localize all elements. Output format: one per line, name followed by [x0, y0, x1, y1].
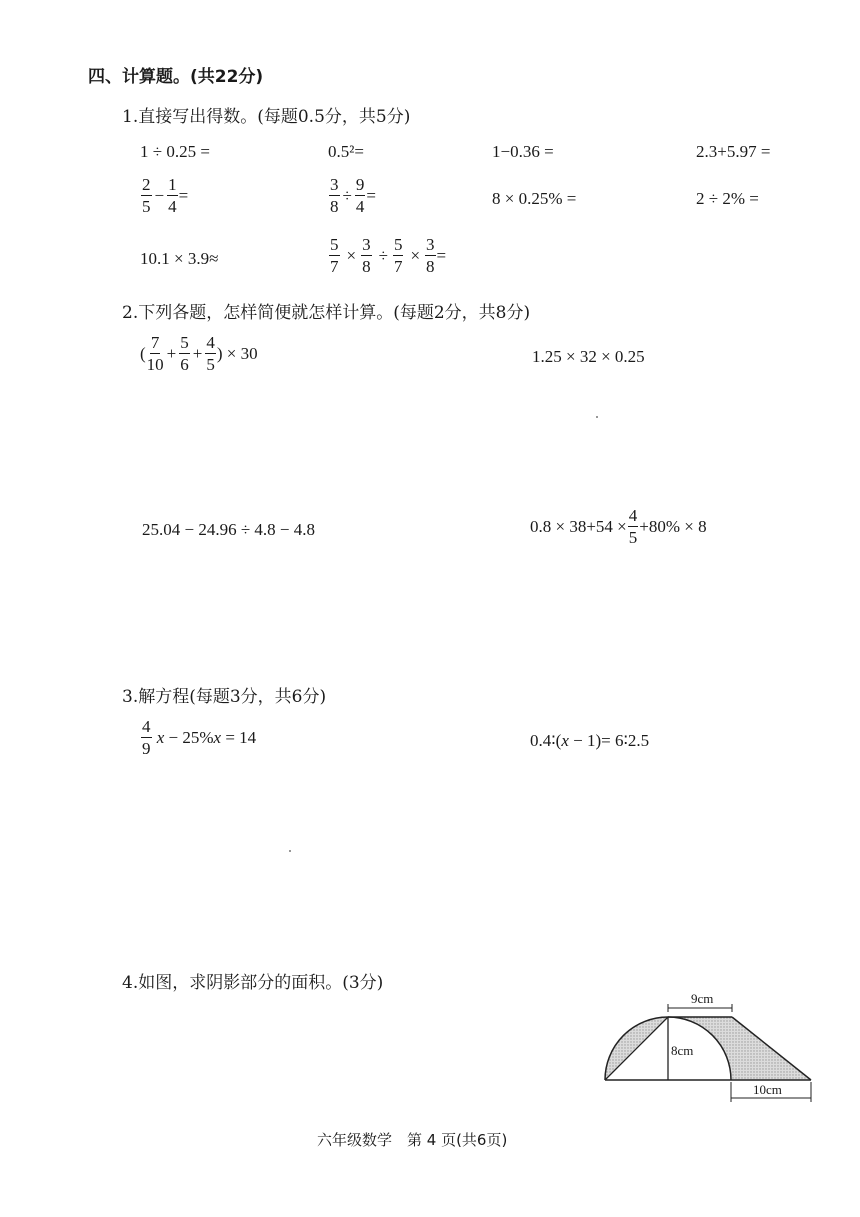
- q3-equation-1: 4 9 x − 25% x = 14: [142, 717, 257, 758]
- q3-equation-2: 0.4∶(x − 1)= 6∶2.5: [530, 731, 650, 750]
- scan-speck: [289, 850, 291, 852]
- fraction: 4 9: [142, 717, 151, 758]
- q4-title: 4.如图，求阴影部分的面积。(3分): [122, 973, 384, 993]
- fraction: $\frac{5}{7}$: [330, 235, 339, 276]
- q2-problem-4: 0.8 × 38+54 × $\frac{4}{5}$ +80% × 8: [530, 506, 707, 547]
- q1-item-10: $\frac{5}{7}$ × $\frac{3}{8}$ ÷ $\frac{5}{7}$ × $\frac{3}{8}$ =: [330, 235, 447, 276]
- fraction: 2 5: [142, 175, 151, 216]
- q1-title: 1.直接写出得数。(每题0.5分，共5分): [122, 107, 411, 127]
- fraction: $\frac{9}{4}$: [355, 175, 365, 216]
- fraction: 7 10: [146, 333, 164, 374]
- q1-item-6: $\frac{3}{8}$ ÷ $\frac{9}{4}$ =: [330, 175, 376, 216]
- q1-item-9: 10.1 × 3.9≈: [140, 249, 219, 268]
- fraction: $\frac{5}{7}$: [393, 235, 403, 276]
- fraction: $\frac{3}{8}$: [330, 175, 339, 216]
- q2-problem-1: ( 7 10 + $\frac{5}{6}$ + $\frac{4}{5}$ ) × 30: [140, 333, 258, 374]
- q1-item-7: 8 × 0.25% =: [492, 189, 577, 208]
- fraction: $\frac{3}{8}$: [362, 235, 371, 276]
- q1-item-2: 0.5²=: [328, 142, 364, 161]
- q2-problem-3: 25.04 − 24.96 ÷ 4.8 − 4.8: [142, 520, 316, 539]
- dim-label-top: 9cm: [691, 991, 714, 1006]
- fraction: $\frac{4}{5}$: [206, 333, 215, 374]
- dim-label-bottom: 10cm: [753, 1082, 782, 1097]
- q3-title: 3.解方程(每题3分，共6分): [122, 687, 327, 707]
- fraction: $\frac{5}{6}$: [180, 333, 189, 374]
- scan-speck: [596, 416, 598, 418]
- q2-problem-2: 1.25 × 32 × 0.25: [532, 347, 645, 366]
- fraction: $\frac{4}{5}$: [628, 506, 638, 547]
- page-footer: 六年级数学 第 4 页(共6页): [317, 1131, 508, 1149]
- fraction: $\frac{3}{8}$: [426, 235, 435, 276]
- q1-item-3: 1−0.36 =: [492, 142, 554, 161]
- q1-item-4: 2.3+5.97 =: [696, 142, 771, 161]
- q1-item-1: 1 ÷ 0.25 =: [140, 142, 210, 161]
- q1-item-8: 2 ÷ 2% =: [696, 189, 759, 208]
- q2-title: 2.下列各题，怎样简便就怎样计算。(每题2分，共8分): [122, 303, 531, 323]
- section-title: 四、计算题。(共22分): [88, 67, 264, 87]
- q1-item-5: 2 5 − $\frac{1}{4}$ =: [142, 175, 189, 216]
- shaded-area-figure: [595, 990, 820, 1105]
- fraction: $\frac{1}{4}$: [168, 175, 177, 216]
- dim-label-height: 8cm: [671, 1043, 694, 1058]
